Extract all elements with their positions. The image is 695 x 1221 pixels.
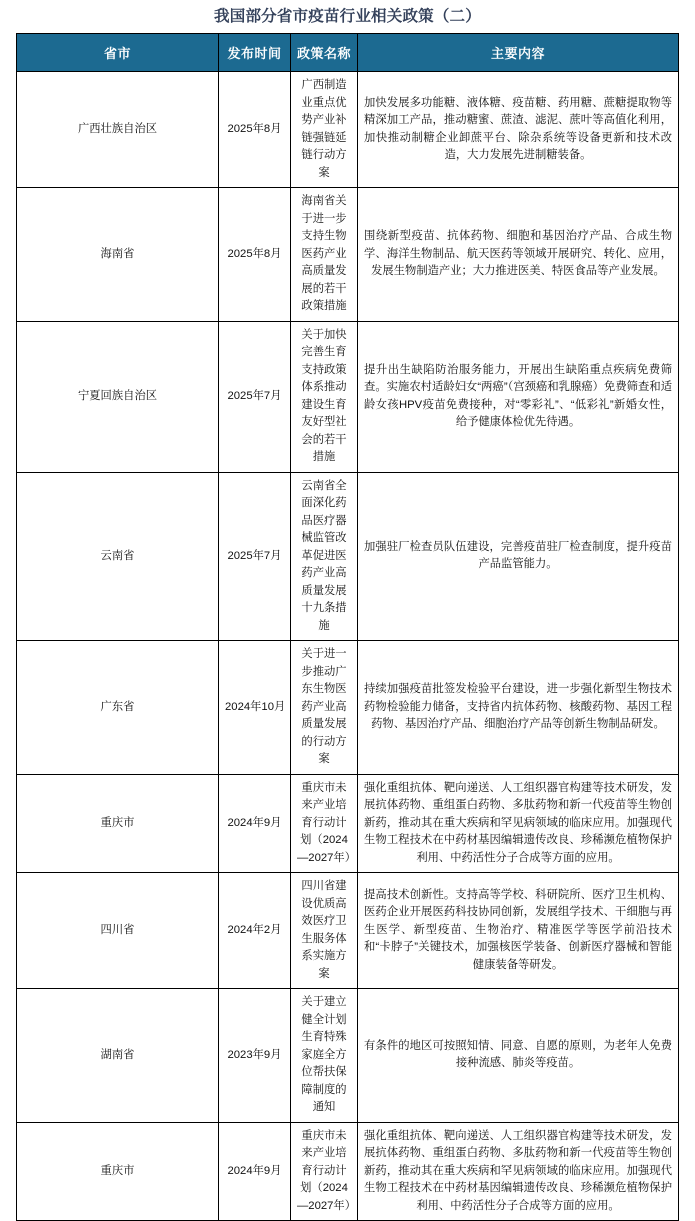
cell-province: 湖南省	[17, 989, 219, 1123]
cell-content: 加快发展多功能糖、液体糖、疫苗糖、药用糖、蔗糖提取物等精深加工产品，推动糖蜜、蔗渣、滤泥、蔗叶等高值化利用，加快推动制糖企业卸蔗平台、除杂系统等设备更新和技术改造，大力发展先进制糖装备。	[358, 72, 679, 188]
column-header-date: 发布时间	[219, 34, 291, 72]
cell-date: 2025年8月	[219, 72, 291, 188]
cell-content: 提高技术创新性。支持高等学校、科研院所、医疗卫生机构、医药企业开展医药科技协同创新，发展组学技术、干细胞与再生医学、新型疫苗、生物治疗、精准医学等医学前沿技术和“卡脖子”关键技术，加强核医学装备、创新医疗器械和智能健康装备等研发。	[358, 873, 679, 989]
cell-policy-name: 广西制造业重点优势产业补链强链延链行动方案	[291, 72, 358, 188]
table-row	[17, 873, 679, 989]
cell-content: 有条件的地区可按照知情、同意、自愿的原则，为老年人免费接种流感、肺炎等疫苗。	[358, 989, 679, 1123]
table-header	[17, 34, 679, 72]
cell-date: 2025年7月	[219, 321, 291, 472]
cell-date: 2023年9月	[219, 989, 291, 1123]
cell-province: 宁夏回族自治区	[17, 321, 219, 472]
table-body	[17, 72, 679, 1221]
cell-policy-name: 重庆市未来产业培育行动计划（2024—2027年）	[291, 1122, 358, 1221]
table-row	[17, 641, 679, 775]
table-row	[17, 188, 679, 322]
cell-policy-name: 海南省关于进一步支持生物医药产业高质量发展的若干政策措施	[291, 188, 358, 322]
cell-date: 2024年9月	[219, 774, 291, 873]
table-row	[17, 1122, 679, 1221]
cell-content: 围绕新型疫苗、抗体药物、细胞和基因治疗产品、合成生物学、海洋生物制品、航天医药等领域开展研究、转化、应用，发展生物制造产业；大力推进医美、特医食品等产业发展。	[358, 188, 679, 322]
column-header-province: 省市	[17, 34, 219, 72]
table-row	[17, 774, 679, 873]
cell-policy-name: 四川省建设优质高效医疗卫生服务体系实施方案	[291, 873, 358, 989]
cell-province: 海南省	[17, 188, 219, 322]
cell-content: 持续加强疫苗批签发检验平台建设，进一步强化新型生物技术药物检验能力储备，支持省内抗体药物、核酸药物、基因工程药物、基因治疗产品、细胞治疗产品等创新生物制品研发。	[358, 641, 679, 775]
column-header-content: 主要内容	[358, 34, 679, 72]
cell-province: 四川省	[17, 873, 219, 989]
cell-date: 2024年10月	[219, 641, 291, 775]
cell-content: 加强驻厂检查员队伍建设，完善疫苗驻厂检查制度，提升疫苗产品监管能力。	[358, 472, 679, 641]
cell-province: 云南省	[17, 472, 219, 641]
table-row	[17, 321, 679, 472]
table-container	[16, 33, 678, 1221]
cell-date: 2024年9月	[219, 1122, 291, 1221]
column-header-policy-name: 政策名称	[291, 34, 358, 72]
cell-content: 提升出生缺陷防治服务能力，开展出生缺陷重点疾病免费筛查。实施农村适龄妇女“两癌”（宫颈癌和乳腺癌）免费筛查和适龄女孩HPV疫苗免费接种，对“零彩礼”、“低彩礼”新婚女性，给予健康体检优先待遇。	[358, 321, 679, 472]
table-row	[17, 472, 679, 641]
cell-date: 2025年7月	[219, 472, 291, 641]
cell-policy-name: 关于建立健全计划生育特殊家庭全方位帮扶保障制度的通知	[291, 989, 358, 1123]
cell-content: 强化重组抗体、靶向递送、人工组织器官构建等技术研发，发展抗体药物、重组蛋白药物、多肽药物和新一代疫苗等生物创新药，推动其在重大疾病和罕见病领域的临床应用。加强现代生物工程技术在中药材基因编辑遗传改良、珍稀濒危植物保护利用、中药活性分子合成等方面的应用。	[358, 1122, 679, 1221]
cell-date: 2025年8月	[219, 188, 291, 322]
cell-policy-name: 关于加快完善生育支持政策体系推动建设生育友好型社会的若干措施	[291, 321, 358, 472]
cell-province: 重庆市	[17, 774, 219, 873]
policy-table	[16, 33, 679, 1221]
cell-province: 广西壮族自治区	[17, 72, 219, 188]
cell-province: 重庆市	[17, 1122, 219, 1221]
table-row	[17, 989, 679, 1123]
cell-content: 强化重组抗体、靶向递送、人工组织器官构建等技术研发，发展抗体药物、重组蛋白药物、多肽药物和新一代疫苗等生物创新药，推动其在重大疾病和罕见病领域的临床应用。加强现代生物工程技术在中药材基因编辑遗传改良、珍稀濒危植物保护利用、中药活性分子合成等方面的应用。	[358, 774, 679, 873]
cell-date: 2024年2月	[219, 873, 291, 989]
cell-province: 广东省	[17, 641, 219, 775]
cell-policy-name: 关于进一步推动广东生物医药产业高质量发展的行动方案	[291, 641, 358, 775]
cell-policy-name: 重庆市未来产业培育行动计划（2024—2027年）	[291, 774, 358, 873]
cell-policy-name: 云南省全面深化药品医疗器械监管改革促进医药产业高质量发展十九条措施	[291, 472, 358, 641]
table-header-row	[17, 34, 679, 72]
table-row	[17, 72, 679, 188]
page-title: 我国部分省市疫苗行业相关政策（二）	[214, 8, 481, 25]
